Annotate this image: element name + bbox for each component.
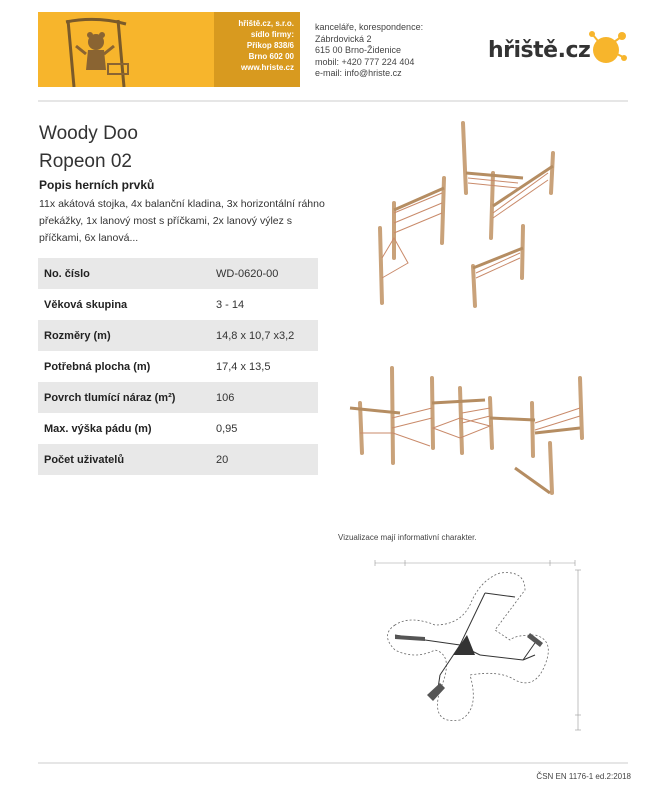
spec-value: 20 — [216, 453, 229, 466]
spec-row — [38, 258, 318, 289]
playground-render-side — [340, 358, 630, 508]
spec-label: No. číslo — [44, 267, 90, 280]
logo-molecule-icon — [586, 28, 628, 72]
spec-row — [38, 289, 318, 320]
spec-value: 17,4 x 13,5 — [216, 360, 271, 373]
spec-row — [38, 351, 318, 382]
spec-table — [38, 258, 318, 475]
product-description: 11x akátová stojka, 4x balanční kladina, 3x horizontální ráhno překážky, 1x lanový most s příčkami, 2x lanový výlez s příčkami, 6x lanová... — [39, 198, 325, 244]
bear-swing-illustration — [38, 12, 214, 87]
contact-line: 615 00 Brno-Židenice — [315, 45, 402, 55]
spec-label: Počet uživatelů — [44, 453, 125, 466]
hriste-logo — [488, 28, 628, 78]
product-subtitle: Ropeon 02 — [39, 151, 132, 172]
visualization-note: Vizualizace mají informativní charakter. — [338, 533, 477, 542]
header-divider — [38, 100, 628, 102]
contact-line: Zábrdovická 2 — [315, 33, 372, 44]
spec-value: 14,8 x 10,7 x3,2 — [216, 329, 295, 342]
spec-value: 0,95 — [216, 422, 238, 435]
contact-line: mobil: +420 777 224 404 — [315, 56, 415, 67]
spec-value: 106 — [216, 391, 235, 404]
spec-label: Rozměry (m) — [44, 329, 111, 342]
footer-divider — [38, 762, 628, 764]
logo-text: hřiště.cz — [488, 38, 591, 63]
spec-row — [38, 320, 318, 351]
spec-value: WD-0620-00 — [216, 267, 279, 280]
spec-label: Potřebná plocha (m) — [44, 360, 151, 373]
playground-plan-drawing — [365, 555, 590, 740]
section-heading: Popis herních prvků — [39, 178, 155, 192]
spec-value: 3 - 14 — [216, 298, 245, 311]
playground-render-top — [348, 118, 628, 318]
spec-row — [38, 444, 318, 475]
contact-line: e-mail: info@hriste.cz — [315, 68, 402, 78]
company-line: hřiště.cz, s.r.o. — [238, 19, 294, 28]
spec-label: Věková skupina — [44, 298, 128, 311]
header-banner — [38, 12, 300, 87]
product-title: Woody Doo — [39, 123, 138, 144]
company-line: Příkop 838/6 — [246, 41, 294, 50]
norm-reference: ČSN EN 1176-1 ed.2:2018 — [536, 772, 631, 781]
company-line: Brno 602 00 — [248, 52, 294, 61]
company-info — [214, 12, 300, 87]
contact-info — [315, 22, 423, 80]
spec-label: Povrch tlumící náraz (m²) — [44, 391, 176, 404]
company-line: www.hriste.cz — [240, 63, 294, 72]
company-line: sídlo firmy: — [250, 30, 294, 39]
spec-row — [38, 413, 318, 444]
spec-row — [38, 382, 318, 413]
contact-line: kanceláře, korespondence: — [315, 22, 424, 32]
spec-label: Max. výška pádu (m) — [44, 422, 152, 435]
